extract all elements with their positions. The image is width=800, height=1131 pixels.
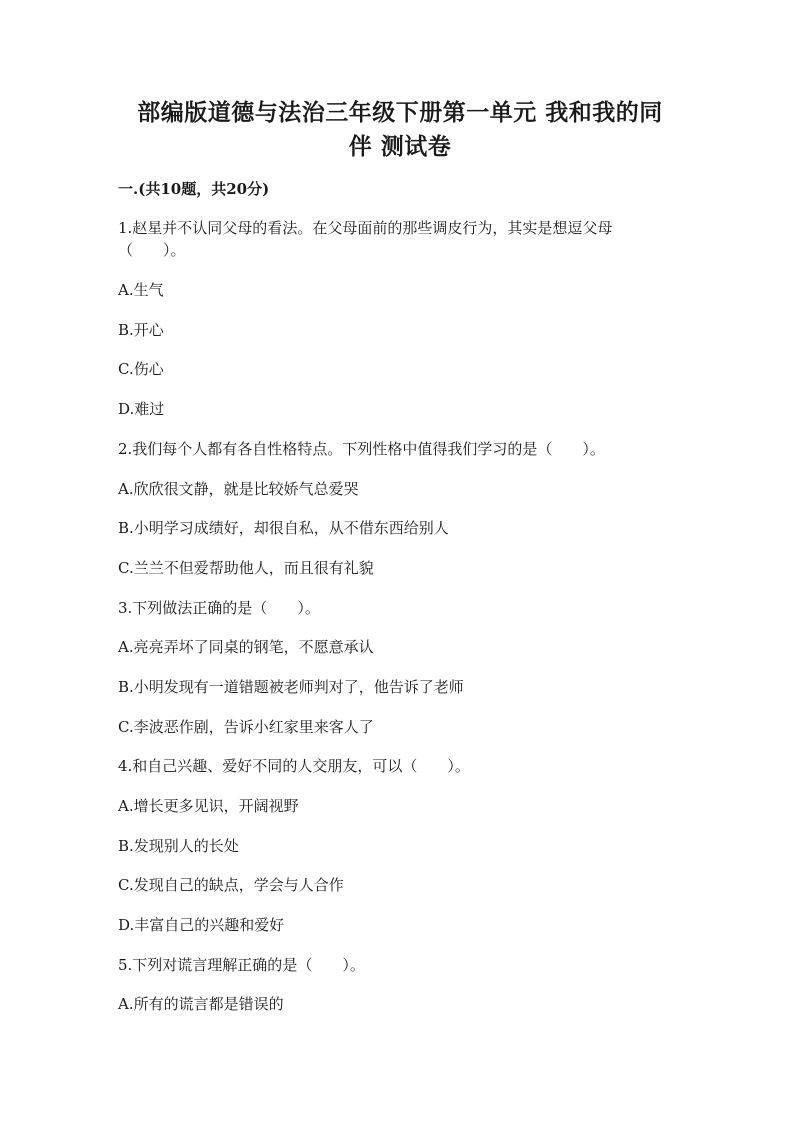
question-1-option-d: D.难过	[118, 400, 165, 418]
question-1-option-c: C.伤心	[118, 360, 164, 378]
question-1-option-a: A.生气	[118, 281, 164, 299]
title-line-1: 部编版道德与法治三年级下册第一单元 我和我的同	[137, 99, 663, 126]
question-1-stem-line-2: （ ）。	[118, 241, 186, 259]
question-4-option-a: A.增长更多见识，开阔视野	[118, 797, 299, 815]
question-4-option-b: B.发现别人的长处	[118, 837, 239, 855]
title-line-2: 伴 测试卷	[348, 133, 452, 160]
question-3-stem: 3.下列做法正确的是（ ）。	[118, 599, 320, 617]
question-2-stem: 2.我们每个人都有各自性格特点。下列性格中值得我们学习的是（ ）。	[118, 440, 605, 458]
section-heading: 一.(共10题，共20分)	[118, 180, 270, 198]
question-2-option-b: B.小明学习成绩好，却很自私，从不借东西给别人	[118, 519, 449, 537]
question-1-stem-line-1: 1.赵星并不认同父母的看法。在父母面前的那些调皮行为，其实是想逗父母	[118, 219, 613, 237]
question-5-option-a: A.所有的谎言都是错误的	[118, 995, 284, 1013]
question-2-option-c: C.兰兰不但爱帮助他人，而且很有礼貌	[118, 559, 374, 577]
question-1-option-b: B.开心	[118, 321, 164, 339]
page-title	[120, 96, 680, 164]
question-3-option-b: B.小明发现有一道错题被老师判对了，他告诉了老师	[118, 678, 464, 696]
question-3-option-a: A.亮亮弄坏了同桌的钢笔，不愿意承认	[118, 638, 374, 656]
question-5-stem: 5.下列对谎言理解正确的是（ ）。	[118, 956, 365, 974]
question-3-option-c: C.李波恶作剧，告诉小红家里来客人了	[118, 718, 374, 736]
question-4-option-d: D.丰富自己的兴趣和爱好	[118, 916, 285, 934]
question-2-option-a: A.欣欣很文静，就是比较娇气总爱哭	[118, 480, 359, 498]
question-4-option-c: C.发现自己的缺点，学会与人合作	[118, 876, 344, 894]
question-4-stem: 4.和自己兴趣、爱好不同的人交朋友，可以（ ）。	[118, 757, 470, 775]
